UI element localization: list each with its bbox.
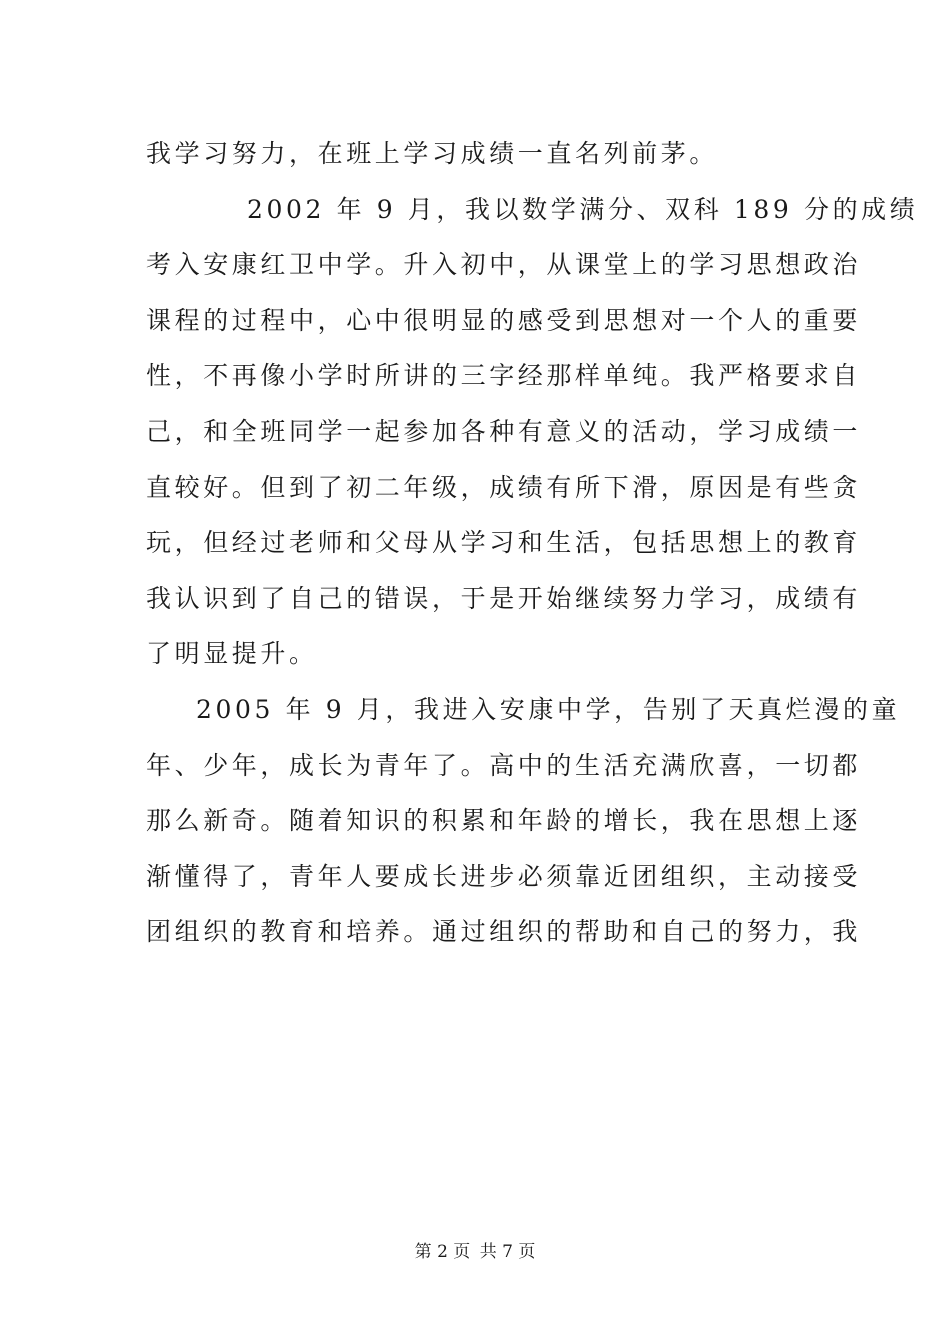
page-number: 第 2 页	[414, 1242, 471, 1262]
text-line-9: 我认识到了自己的错误，于是开始继续努力学习，成绩有	[146, 584, 862, 613]
text-line-15: 团组织的教育和培养。通过组织的帮助和自己的努力，我	[146, 917, 862, 946]
text-line-2: 2002 年 9 月，我以数学满分、双科 189 分的成绩	[247, 195, 919, 224]
text-line-1: 我学习努力，在班上学习成绩一直名列前茅。	[146, 139, 719, 168]
text-line-13: 那么新奇。随着知识的积累和年龄的增长，我在思想上逐	[146, 806, 862, 835]
text-line-8: 玩，但经过老师和父母从学习和生活，包括思想上的教育	[146, 528, 862, 557]
text-line-7: 直较好。但到了初二年级，成绩有所下滑，原因是有些贪	[146, 473, 862, 502]
text-line-3: 考入安康红卫中学。升入初中，从课堂上的学习思想政治	[146, 250, 862, 279]
text-line-5: 性，不再像小学时所讲的三字经那样单纯。我严格要求自	[146, 361, 862, 390]
text-line-14: 渐懂得了，青年人要成长进步必须靠近团组织，主动接受	[146, 862, 862, 891]
text-line-4: 课程的过程中，心中很明显的感受到思想对一个人的重要	[146, 306, 862, 335]
text-line-6: 己，和全班同学一起参加各种有意义的活动，学习成绩一	[146, 417, 862, 446]
text-line-10: 了明显提升。	[146, 639, 318, 668]
text-line-11: 2005 年 9 月，我进入安康中学，告别了天真烂漫的童	[196, 695, 901, 724]
page-footer	[0, 1240, 950, 1264]
page-total: 共 7 页	[479, 1242, 536, 1262]
text-line-12: 年、少年，成长为青年了。高中的生活充满欣喜，一切都	[146, 751, 862, 780]
